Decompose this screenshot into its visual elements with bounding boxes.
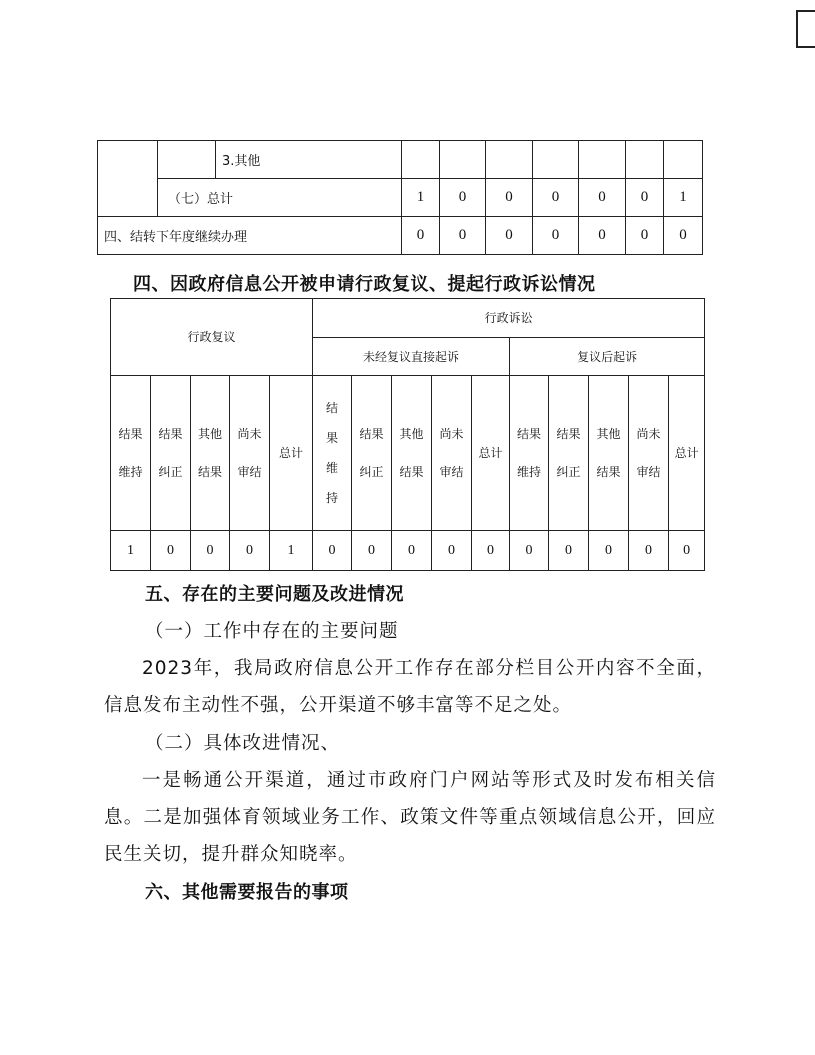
value-cell: 0 [313, 531, 352, 571]
column-header-line: 审结 [439, 465, 464, 479]
value-cell: 0 [589, 531, 629, 571]
table-cell: 0 [626, 217, 664, 255]
table-cell: 0 [402, 217, 440, 255]
column-header-review [151, 376, 191, 531]
column-header-line: 结果 [556, 427, 581, 441]
section-5-subheading-2: （二）具体改进情况、 [145, 733, 341, 754]
table-row [111, 376, 705, 531]
column-header-line: 尚未 [237, 427, 262, 441]
table-cell [98, 141, 158, 217]
table-cell: 0 [486, 217, 533, 255]
table-cell: 0 [440, 179, 486, 217]
section-5-subheading-1: （一）工作中存在的主要问题 [145, 621, 399, 642]
column-header-line: 其他 [596, 427, 621, 441]
disclosure-table-continued [97, 140, 703, 255]
column-header-review [230, 376, 270, 531]
table-cell: 0 [440, 217, 486, 255]
column-header-line: 纠正 [556, 465, 581, 479]
table-cell [440, 141, 486, 179]
table-row [98, 179, 703, 217]
value-cell: 0 [629, 531, 669, 571]
table-cell [664, 141, 703, 179]
table-cell: 0 [486, 179, 533, 217]
table-cell: 0 [626, 179, 664, 217]
table-row [98, 141, 703, 179]
column-header-line: 尚未 [439, 427, 464, 441]
column-header-line: 结果 [118, 427, 143, 441]
column-header-line: 尚未 [636, 427, 661, 441]
table-cell: 1 [402, 179, 440, 217]
column-header-after [629, 376, 669, 531]
value-cell: 0 [432, 531, 472, 571]
column-header-direct [432, 376, 472, 531]
value-cell: 0 [191, 531, 230, 571]
column-header-line: 结果 [399, 465, 424, 479]
column-header-after [589, 376, 629, 531]
column-header-direct [472, 376, 510, 531]
after-review-suit-header: 复议后起诉 [510, 338, 705, 376]
review-litigation-table [110, 298, 705, 571]
column-header-line: 结果 [158, 427, 183, 441]
column-header-line: 总计 [279, 446, 304, 460]
value-cell: 0 [151, 531, 191, 571]
value-cell: 0 [392, 531, 432, 571]
row-label: 四、结转下年度继续办理 [98, 217, 402, 255]
table-cell [533, 141, 579, 179]
table-cell: 0 [664, 217, 703, 255]
column-header-line: 结果 [517, 427, 542, 441]
column-header-line: 结果 [359, 427, 384, 441]
table-cell: 1 [664, 179, 703, 217]
section-6-title: 六、其他需要报告的事项 [145, 882, 349, 903]
column-header-line: 维持 [517, 465, 542, 479]
column-header-line: 审结 [237, 465, 262, 479]
table-cell: 0 [579, 179, 626, 217]
column-header-review [191, 376, 230, 531]
column-header-line: 维 [326, 461, 339, 475]
value-cell: 1 [270, 531, 313, 571]
value-cell: 0 [352, 531, 392, 571]
table-cell [486, 141, 533, 179]
column-header-line: 总计 [478, 446, 503, 460]
section-4-title: 四、因政府信息公开被申请行政复议、提起行政诉讼情况 [133, 274, 596, 295]
table-row [111, 299, 705, 338]
table-cell: 0 [533, 179, 579, 217]
column-header-line: 其他 [399, 427, 424, 441]
row-label: （七）总计 [158, 179, 402, 217]
column-header-line: 结 [326, 401, 339, 415]
column-header-direct [392, 376, 432, 531]
value-cell: 0 [472, 531, 510, 571]
column-header-line: 维持 [118, 465, 143, 479]
value-cell: 0 [230, 531, 270, 571]
column-header-line: 结果 [197, 465, 222, 479]
table-cell [579, 141, 626, 179]
admin-review-header: 行政复议 [111, 299, 313, 376]
value-cell: 0 [669, 531, 705, 571]
column-header-line: 总计 [674, 446, 699, 460]
column-header-line: 结果 [596, 465, 621, 479]
table-cell: 0 [579, 217, 626, 255]
table-row [98, 217, 703, 255]
column-header-line: 持 [326, 491, 339, 505]
table-cell [626, 141, 664, 179]
table-cell: 0 [533, 217, 579, 255]
column-header-line: 果 [326, 431, 339, 445]
row-label: 3.其他 [216, 141, 402, 179]
column-header-direct [352, 376, 392, 531]
column-header-after [669, 376, 705, 531]
page-corner-mark [796, 10, 815, 48]
column-header-after [510, 376, 549, 531]
table-row [111, 531, 705, 571]
column-header-review [111, 376, 151, 531]
value-cell: 0 [549, 531, 589, 571]
column-header-review [270, 376, 313, 531]
table-cell [158, 141, 216, 179]
table-cell [402, 141, 440, 179]
column-header-after [549, 376, 589, 531]
value-cell: 0 [510, 531, 549, 571]
section-5-paragraph-2: 一是畅通公开渠道，通过市政府门户网站等形式及时发布相关信息。二是加强体育领域业务工作、政策文件等重点领域信息公开，回应民生关切，提升群众知晓率。 [104, 770, 716, 865]
value-cell: 1 [111, 531, 151, 571]
section-5-title: 五、存在的主要问题及改进情况 [145, 584, 404, 605]
column-header-line: 审结 [636, 465, 661, 479]
direct-suit-header: 未经复议直接起诉 [313, 338, 510, 376]
column-header-direct [313, 376, 352, 531]
section-5-paragraph-1: 2023年，我局政府信息公开工作存在部分栏目公开内容不全面，信息发布主动性不强，公开渠道不够丰富等不足之处。 [104, 658, 716, 716]
column-header-line: 纠正 [359, 465, 384, 479]
column-header-line: 纠正 [158, 465, 183, 479]
admin-litigation-header: 行政诉讼 [313, 299, 705, 338]
column-header-line: 其他 [197, 427, 222, 441]
